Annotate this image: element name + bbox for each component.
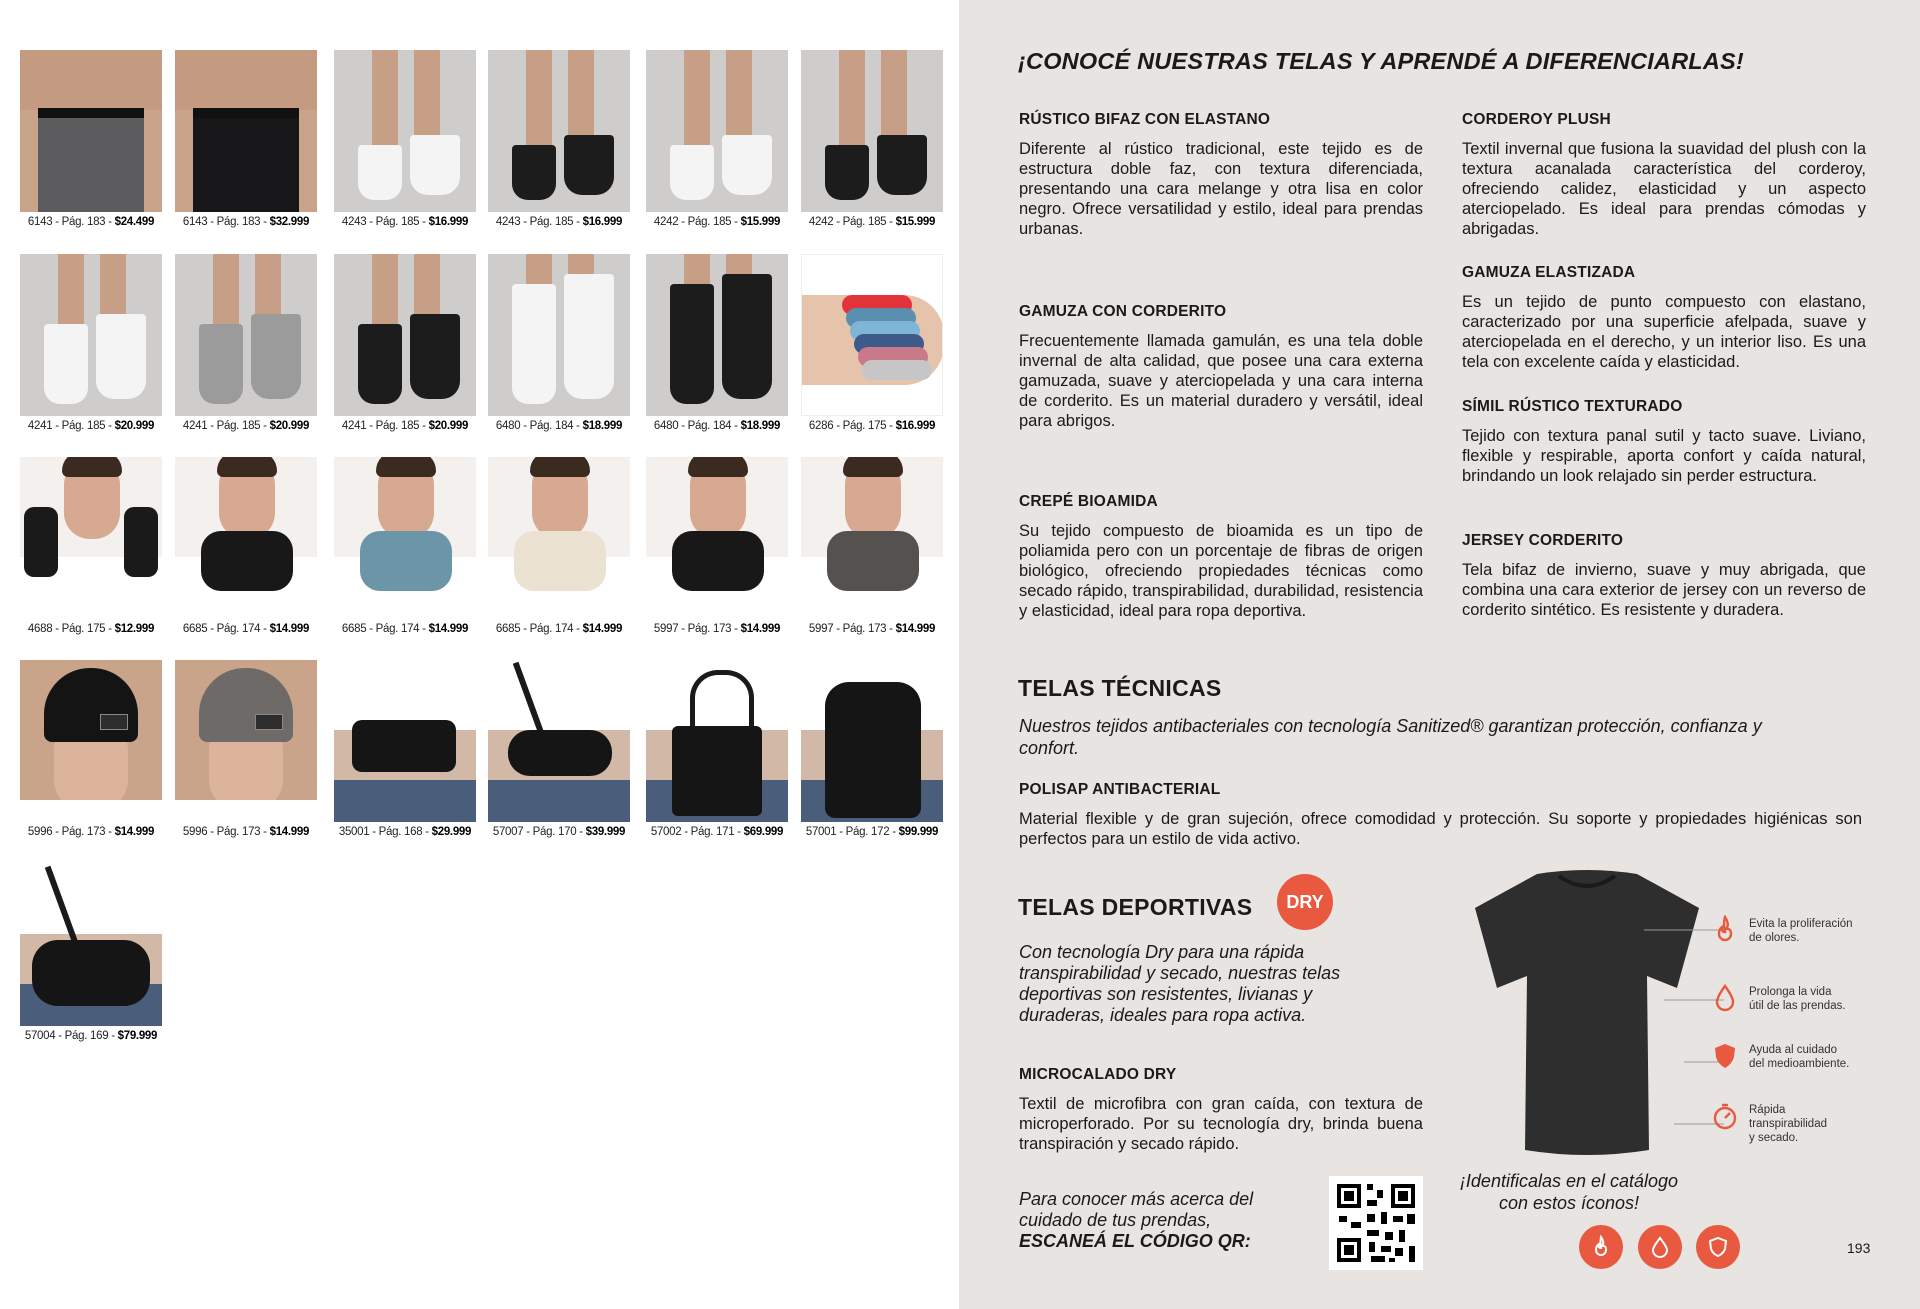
product-code: 6143: [182, 216, 208, 228]
leg-left: [839, 50, 865, 145]
product-page: Pág. 185: [687, 216, 732, 228]
product-code: 4241: [182, 420, 208, 432]
product-page: Pág. 185: [529, 216, 574, 228]
product-photo: [801, 254, 943, 416]
product-code: 5997: [653, 623, 679, 635]
leg-left: [526, 254, 552, 284]
product-caption: 57004 - Pág. 169 - $79.999: [24, 1030, 158, 1042]
sock-left: [512, 284, 556, 404]
product-caption: 4243 - Pág. 185 - $16.999: [341, 216, 469, 228]
product-caption: 5996 - Pág. 173 - $14.999: [182, 826, 310, 838]
product-photo: [646, 50, 788, 212]
neck-warmer: [201, 531, 293, 591]
product-page: Pág. 185: [375, 216, 420, 228]
hair: [62, 457, 122, 477]
product-code: 4241: [27, 420, 53, 432]
fabric-text-gamuza-corderito: Frecuentemente llamada gamulán, es una tela doble invernal de alta calidad, que posee una cara externa gamuzada, suave y aterciopelada y una cara interna de corderito. Es un material duradero y versátil, ideal para abrigos.: [1019, 332, 1423, 430]
identify-caption: [1359, 1170, 1779, 1214]
product-code: 6480: [495, 420, 521, 432]
bag-body: [825, 682, 921, 818]
product-caption: 4242 - Pág. 185 - $15.999: [653, 216, 781, 228]
product-price: $14.999: [269, 826, 310, 838]
product-price: $32.999: [269, 216, 310, 228]
product-caption: 5996 - Pág. 173 - $14.999: [27, 826, 155, 838]
product-caption: 35001 - Pág. 168 - $29.999: [338, 826, 472, 838]
sock-right: [722, 274, 772, 399]
product-caption: 6685 - Pág. 174 - $14.999: [495, 623, 623, 635]
feature-line: transpirabilidad: [1749, 1118, 1827, 1130]
sock-right: [722, 135, 772, 195]
product-price: $18.999: [740, 420, 781, 432]
sock-left: [825, 145, 869, 200]
product-photo: [646, 457, 788, 619]
product-code: 35001: [338, 826, 370, 838]
feature-line: Evita la proliferación: [1749, 918, 1853, 930]
product-code: 6286: [808, 420, 834, 432]
fabric-title-corderoy: CORDEROY PLUSH: [1462, 111, 1611, 128]
product-page: Pág. 174: [529, 623, 574, 635]
fabric-text-jersey: Tela bifaz de invierno, suave y muy abrigada, que combina una cara exterior de jersey con un reverso de corderito sintético. Es resistente y duradera.: [1462, 561, 1866, 619]
product-price: $20.999: [428, 420, 469, 432]
fabric-title-gamuza-corderito: GAMUZA CON CORDERITO: [1019, 303, 1227, 320]
shirt: [488, 660, 630, 730]
product-photo: [801, 457, 943, 619]
product-photo: [646, 660, 788, 822]
product-card[interactable]: [801, 660, 943, 838]
shirt: [175, 800, 317, 822]
product-page: Pág. 172: [845, 826, 890, 838]
product-photo: [20, 864, 162, 1026]
sock-right: [410, 135, 460, 195]
product-card[interactable]: [20, 660, 162, 838]
product-caption: 57002 - Pág. 171 - $69.999: [650, 826, 784, 838]
fabric-text-rustico: Diferente al rústico tradicional, este tejido es de estructura doble faz, con textura diferenciada, presentando una cara melange y otra lisa en color negro. Ofrece versatilidad y estilo, ideal para prendas urbanas.: [1019, 140, 1423, 238]
sock-left: [512, 145, 556, 200]
product-code: 4243: [341, 216, 367, 228]
scrunchie: [862, 360, 932, 380]
sock-right: [877, 135, 927, 195]
leg-right: [881, 50, 907, 135]
product-price: $15.999: [740, 216, 781, 228]
waistband: [193, 108, 299, 118]
product-card[interactable]: [488, 660, 630, 838]
product-price: $14.999: [114, 826, 155, 838]
fabric-text-simil: Tejido con textura panal sutil y tacto suave. Liviano, flexible y respirable, aporta confort y caída natural, brindando un look relajado sin perder estructura.: [1462, 427, 1866, 485]
polisap-text: Material flexible y de gran sujeción, ofrece comodidad y protección. Su soporte y propiedades higiénicas son perfectos para un estilo de vida activo.: [1019, 810, 1862, 848]
microcalado-title: MICROCALADO DRY: [1019, 1066, 1177, 1083]
product-price: $20.999: [269, 420, 310, 432]
hair: [688, 457, 748, 477]
feature-text: [1749, 917, 1853, 945]
product-photo: [20, 50, 162, 212]
product-photo: [20, 254, 162, 416]
product-code: 6685: [341, 623, 367, 635]
product-card[interactable]: [20, 50, 162, 228]
page-title: ¡CONOCÉ NUESTRAS TELAS Y APRENDÉ A DIFERENCIARLAS!: [1018, 48, 1744, 74]
product-photo: [175, 660, 317, 822]
product-code: 4688: [27, 623, 53, 635]
deportivas-intro: Con tecnología Dry para una rápida transpirabilidad y secado, nuestras telas deportivas son resistentes, livianas y duraderas, ideales para ropa activa.: [1019, 942, 1341, 1025]
product-page: Pág. 173: [842, 623, 887, 635]
product-code: 57007: [492, 826, 524, 838]
product-price: $20.999: [114, 420, 155, 432]
qr-line-3: ESCANEÁ EL CÓDIGO QR:: [1019, 1231, 1251, 1251]
product-caption: 4688 - Pág. 175 - $12.999: [27, 623, 155, 635]
qr-prompt: [1019, 1189, 1319, 1252]
hair: [843, 457, 903, 477]
sock-right: [564, 274, 614, 399]
product-price: $39.999: [585, 826, 626, 838]
dry-badge: [1277, 874, 1333, 930]
product-photo: [801, 660, 943, 822]
product-price: $14.999: [895, 623, 936, 635]
product-card[interactable]: [175, 254, 317, 432]
shield-badge-icon: [1696, 1225, 1740, 1269]
product-photo: [334, 660, 476, 822]
product-page: Pág. 185: [216, 420, 261, 432]
product-price: $16.999: [582, 216, 623, 228]
product-photo: [20, 457, 162, 619]
product-page: Pág. 185: [375, 420, 420, 432]
leg-right: [568, 50, 594, 135]
product-card[interactable]: [175, 50, 317, 228]
product-price: $14.999: [740, 623, 781, 635]
product-photo: [175, 457, 317, 619]
feature-line: Ayuda al cuidado: [1749, 1044, 1838, 1056]
product-photo: [175, 50, 317, 212]
product-page: Pág. 185: [61, 420, 106, 432]
page-number: 193: [1847, 1240, 1871, 1256]
polisap-title: POLISAP ANTIBACTERIAL: [1019, 781, 1221, 798]
product-caption: 5997 - Pág. 173 - $14.999: [808, 623, 936, 635]
product-card[interactable]: [20, 254, 162, 432]
product-card[interactable]: [20, 864, 162, 1042]
product-code: 5997: [808, 623, 834, 635]
product-card[interactable]: [334, 660, 476, 838]
product-code: 6685: [182, 623, 208, 635]
product-page: Pág. 169: [64, 1030, 109, 1042]
qr-line-1: Para conocer más acerca del: [1019, 1189, 1254, 1209]
product-card[interactable]: [801, 50, 943, 228]
beanie-label: [100, 714, 128, 730]
product-code: 4241: [341, 420, 367, 432]
feature-text: [1749, 985, 1846, 1013]
fabric-text-gamuza-elastizada: Es un tejido de punto compuesto con elastano, caracterizado por una superficie afelpada, suave y aterciopelada en el derecho, y un interior liso. Es una tela con excelente caída y elasticidad.: [1462, 293, 1866, 371]
leg-right: [568, 254, 594, 274]
sock-left: [670, 284, 714, 404]
product-photo: [646, 254, 788, 416]
boxer-garment: [38, 108, 144, 212]
feature-line: útil de las prendas.: [1749, 1000, 1846, 1012]
product-photo: [801, 50, 943, 212]
sock-left: [44, 324, 88, 404]
feature-text: [1749, 1103, 1827, 1145]
bag-body: [672, 726, 762, 816]
product-price: $16.999: [428, 216, 469, 228]
product-card[interactable]: [175, 457, 317, 635]
product-page: Pág. 173: [687, 623, 732, 635]
sock-left: [358, 145, 402, 200]
product-code: 4242: [808, 216, 834, 228]
product-caption: 4241 - Pág. 185 - $20.999: [182, 420, 310, 432]
product-photo: [334, 50, 476, 212]
hair: [376, 457, 436, 477]
product-price: $14.999: [582, 623, 623, 635]
product-price: $18.999: [582, 420, 623, 432]
stopwatch-icon: [1710, 1101, 1740, 1131]
product-caption: 6685 - Pág. 174 - $14.999: [341, 623, 469, 635]
product-card[interactable]: [334, 50, 476, 228]
product-card[interactable]: [488, 50, 630, 228]
feature-text: [1749, 1043, 1849, 1071]
product-code: 57002: [650, 826, 682, 838]
microcalado-text: Textil de microfibra con gran caída, con textura de microperforado. Por su tecnología dry, brinda buena transpiración y secado rápido.: [1019, 1095, 1423, 1153]
leg-right: [255, 254, 281, 314]
leg-left: [684, 254, 710, 284]
glove-left: [24, 507, 58, 577]
product-price: $79.999: [117, 1030, 158, 1042]
beanie: [44, 668, 138, 742]
product-card[interactable]: [646, 254, 788, 432]
product-card[interactable]: [175, 660, 317, 838]
product-page: Pág. 183: [216, 216, 261, 228]
product-card[interactable]: [646, 457, 788, 635]
shirt: [20, 800, 162, 822]
product-card[interactable]: [334, 254, 476, 432]
sock-left: [199, 324, 243, 404]
neck-warmer: [514, 531, 606, 591]
beanie-label: [255, 714, 283, 730]
leg-left: [372, 254, 398, 324]
leg-left: [213, 254, 239, 324]
leg-right: [100, 254, 126, 314]
product-photo: [488, 457, 630, 619]
product-code: 4243: [495, 216, 521, 228]
product-price: $14.999: [428, 623, 469, 635]
torso-skin: [20, 50, 162, 110]
sock-right: [410, 314, 460, 399]
fabric-title-jersey: JERSEY CORDERITO: [1462, 532, 1624, 549]
beanie: [199, 668, 293, 742]
product-price: $16.999: [895, 420, 936, 432]
neck-warmer: [672, 531, 764, 591]
product-price: $29.999: [431, 826, 472, 838]
leg-left: [684, 50, 710, 145]
boxer-garment: [193, 108, 299, 212]
product-caption: 6286 - Pág. 175 - $16.999: [808, 420, 936, 432]
product-page: Pág. 175: [842, 420, 887, 432]
fabric-title-crepe: CREPÉ BIOAMIDA: [1019, 493, 1158, 510]
product-page: Pág. 183: [61, 216, 106, 228]
waistband: [38, 108, 144, 118]
hair: [217, 457, 277, 477]
product-card[interactable]: [801, 457, 943, 635]
product-code: 57004: [24, 1030, 56, 1042]
bag-body: [32, 940, 150, 1006]
product-price: $99.999: [898, 826, 939, 838]
feature-line: y secado.: [1749, 1132, 1799, 1144]
product-photo: [488, 50, 630, 212]
identify-line-2: con estos íconos!: [1498, 1193, 1640, 1213]
glove-right: [124, 507, 158, 577]
product-page: Pág. 185: [842, 216, 887, 228]
product-photo: [175, 254, 317, 416]
fabric-title-rustico: RÚSTICO BIFAZ CON ELASTANO: [1019, 111, 1271, 128]
product-page: Pág. 168: [378, 826, 423, 838]
product-grid-page: [0, 0, 959, 1309]
product-caption: 4242 - Pág. 185 - $15.999: [808, 216, 936, 228]
product-price: $12.999: [114, 623, 155, 635]
tecnicas-title: TELAS TÉCNICAS: [1018, 675, 1222, 701]
shirt: [20, 864, 162, 934]
product-caption: 4241 - Pág. 185 - $20.999: [341, 420, 469, 432]
fabrics-guide-page: [959, 0, 1920, 1309]
feature-line: del medioambiente.: [1749, 1058, 1850, 1070]
product-code: 6143: [27, 216, 53, 228]
product-page: Pág. 175: [61, 623, 106, 635]
product-price: $14.999: [269, 623, 310, 635]
bag-body: [352, 720, 456, 772]
leg-left: [58, 254, 84, 324]
neck-warmer: [360, 531, 452, 591]
product-caption: 4241 - Pág. 185 - $20.999: [27, 420, 155, 432]
deportivas-title: TELAS DEPORTIVAS: [1018, 894, 1253, 920]
product-price: $24.499: [114, 216, 155, 228]
product-code: 4242: [653, 216, 679, 228]
product-card[interactable]: [334, 457, 476, 635]
product-photo: [20, 660, 162, 822]
jeans: [488, 780, 630, 822]
product-page: Pág. 174: [216, 623, 261, 635]
sock-right: [564, 135, 614, 195]
product-page: Pág. 184: [529, 420, 574, 432]
torso-skin: [175, 50, 317, 110]
fabric-text-corderoy: Textil invernal que fusiona la suavidad del plush con la textura acanalada característica del corderoy, ofreciendo calidez, elasticidad y un aspecto aterciopelado. Es ideal para prendas cómodas y abrigadas.: [1462, 140, 1866, 238]
product-caption: 6480 - Pág. 184 - $18.999: [495, 420, 623, 432]
product-code: 5996: [27, 826, 53, 838]
product-page: Pág. 170: [532, 826, 577, 838]
product-page: Pág. 184: [687, 420, 732, 432]
product-card[interactable]: [646, 660, 788, 838]
neck-warmer: [827, 531, 919, 591]
qr-line-2: cuidado de tus prendas,: [1019, 1210, 1212, 1230]
bag-body: [508, 730, 612, 776]
product-caption: 57001 - Pág. 172 - $99.999: [805, 826, 939, 838]
product-page: Pág. 173: [61, 826, 106, 838]
product-code: 5996: [182, 826, 208, 838]
fabric-text-crepe: Su tejido compuesto de bioamida es un tipo de poliamida pero con un porcentaje de fibras de origen biológico, ofreciendo propiedades técnicas como secado rápido, transpirabilidad, durabilidad, resistencia y elasticidad, ideal para ropa deportiva.: [1019, 522, 1423, 620]
product-caption: 6480 - Pág. 184 - $18.999: [653, 420, 781, 432]
product-card[interactable]: [488, 457, 630, 635]
sock-left: [670, 145, 714, 200]
product-card[interactable]: [801, 254, 943, 432]
product-photo: [488, 254, 630, 416]
product-photo: [334, 457, 476, 619]
fabric-title-simil: SÍMIL RÚSTICO TEXTURADO: [1462, 398, 1683, 415]
product-code: 57001: [805, 826, 837, 838]
product-caption: 5997 - Pág. 173 - $14.999: [653, 623, 781, 635]
sock-left: [358, 324, 402, 404]
leg-left: [526, 50, 552, 145]
product-card[interactable]: [20, 457, 162, 635]
product-caption: 57007 - Pág. 170 - $39.999: [492, 826, 626, 838]
product-price: $15.999: [895, 216, 936, 228]
sock-right: [96, 314, 146, 399]
product-page: Pág. 174: [375, 623, 420, 635]
product-price: $69.999: [743, 826, 784, 838]
dry-badge-label: DRY: [1286, 891, 1324, 912]
product-caption: 4243 - Pág. 185 - $16.999: [495, 216, 623, 228]
feature-line: de olores.: [1749, 932, 1800, 944]
shield-icon: [1710, 1041, 1740, 1071]
water-drop-icon: [1710, 983, 1740, 1013]
water-drop-badge-icon: [1638, 1225, 1682, 1269]
product-card[interactable]: [646, 50, 788, 228]
leg-left: [372, 50, 398, 145]
tecnicas-intro: Nuestros tejidos antibacteriales con tecnología Sanitized® garantizan protección, confianza y confort.: [1019, 716, 1762, 758]
product-caption: 6143 - Pág. 183 - $32.999: [182, 216, 310, 228]
product-caption: 6685 - Pág. 174 - $14.999: [182, 623, 310, 635]
sock-right: [251, 314, 301, 399]
jeans: [334, 780, 476, 822]
flame-icon: [1710, 915, 1740, 945]
product-page: Pág. 171: [690, 826, 735, 838]
hair: [530, 457, 590, 477]
leg-right: [726, 254, 752, 274]
feature-line: Rápida: [1749, 1104, 1786, 1116]
product-caption: 6143 - Pág. 183 - $24.499: [27, 216, 155, 228]
product-photo: [488, 660, 630, 822]
feature-line: Prolonga la vida: [1749, 986, 1832, 998]
identify-line-1: ¡Identificalas en el catálogo: [1459, 1171, 1679, 1191]
product-photo: [334, 254, 476, 416]
flame-badge-icon: [1579, 1225, 1623, 1269]
product-card[interactable]: [488, 254, 630, 432]
leg-right: [414, 254, 440, 314]
leg-right: [726, 50, 752, 135]
leg-right: [414, 50, 440, 135]
fabric-title-gamuza-elastizada: GAMUZA ELASTIZADA: [1462, 264, 1636, 281]
product-page: Pág. 173: [216, 826, 261, 838]
product-code: 6480: [653, 420, 679, 432]
product-code: 6685: [495, 623, 521, 635]
